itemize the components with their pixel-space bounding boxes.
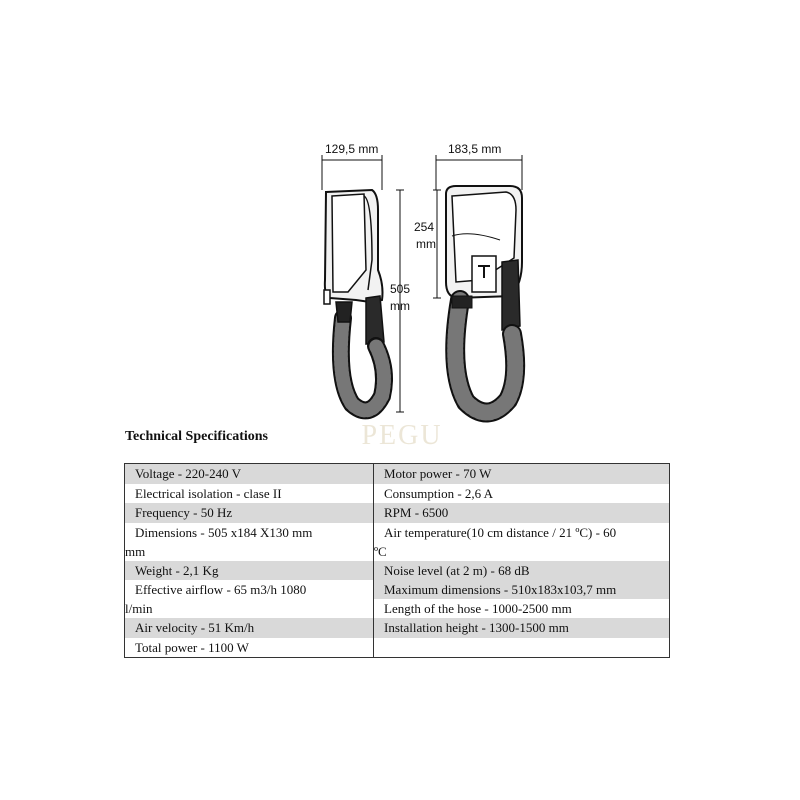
dryer-front-view — [446, 186, 522, 413]
dryer-side-view — [324, 190, 384, 410]
total-height-value: 505 — [390, 282, 411, 296]
front-width-dimension — [436, 155, 522, 190]
spec-cell — [374, 638, 670, 658]
spec-cell: Weight - 2,1 Kg — [125, 561, 374, 581]
spec-cell: Total power - 1100 W — [125, 638, 374, 658]
spec-cell: RPM - 6500 — [374, 503, 670, 523]
spec-text: Maximum dimensions - 510x183x103,7 mm — [374, 580, 669, 599]
spec-cell: Consumption - 2,6 A — [384, 485, 494, 501]
spec-cell: Noise level (at 2 m) - 68 dB — [374, 561, 670, 581]
table-row — [125, 561, 670, 581]
spec-cell: Frequency - 50 Hz — [125, 503, 374, 523]
upper-height-value: 254 — [414, 220, 435, 234]
table-row — [125, 464, 670, 484]
watermark: PEGU — [361, 420, 443, 451]
spec-cell — [374, 580, 670, 618]
spec-text: Length of the hose - 1000-2500 mm — [384, 601, 572, 616]
spec-text: Dimensions - 505 x184 X130 mm — [135, 524, 313, 540]
side-width-dimension — [322, 155, 382, 190]
spec-text: Air temperature(10 cm distance / 21 ºC) - 60 — [384, 524, 617, 540]
spec-text-continued: mm — [125, 543, 146, 559]
spec-cell — [125, 523, 374, 561]
spec-cell — [125, 580, 374, 618]
table-row — [125, 580, 670, 618]
table-row — [125, 484, 670, 504]
spec-cell: Voltage - 220-240 V — [125, 464, 374, 484]
upper-height-unit: mm — [416, 237, 436, 251]
table-row — [125, 638, 670, 658]
spec-cell: Air velocity - 51 Km/h — [125, 618, 374, 638]
spec-cell — [374, 523, 670, 561]
spec-text: Effective airflow - 65 m3/h 1080 — [135, 582, 307, 597]
table-row — [125, 523, 670, 561]
spec-cell: Electrical isolation - clase II — [125, 484, 374, 504]
spec-cell: Motor power - 70 W — [374, 464, 670, 484]
front-width-label: 183,5 mm — [448, 142, 502, 156]
spec-text-continued: ºC — [374, 543, 387, 559]
specs-table — [124, 463, 670, 658]
table-row — [125, 618, 670, 638]
total-height-unit: mm — [390, 299, 410, 313]
spec-text-continued: l/min — [125, 601, 153, 616]
specs-title: Technical Specifications — [125, 429, 268, 444]
side-width-label: 129,5 mm — [325, 142, 379, 156]
spec-cell: Installation height - 1300-1500 mm — [374, 618, 670, 638]
table-row — [125, 503, 670, 523]
